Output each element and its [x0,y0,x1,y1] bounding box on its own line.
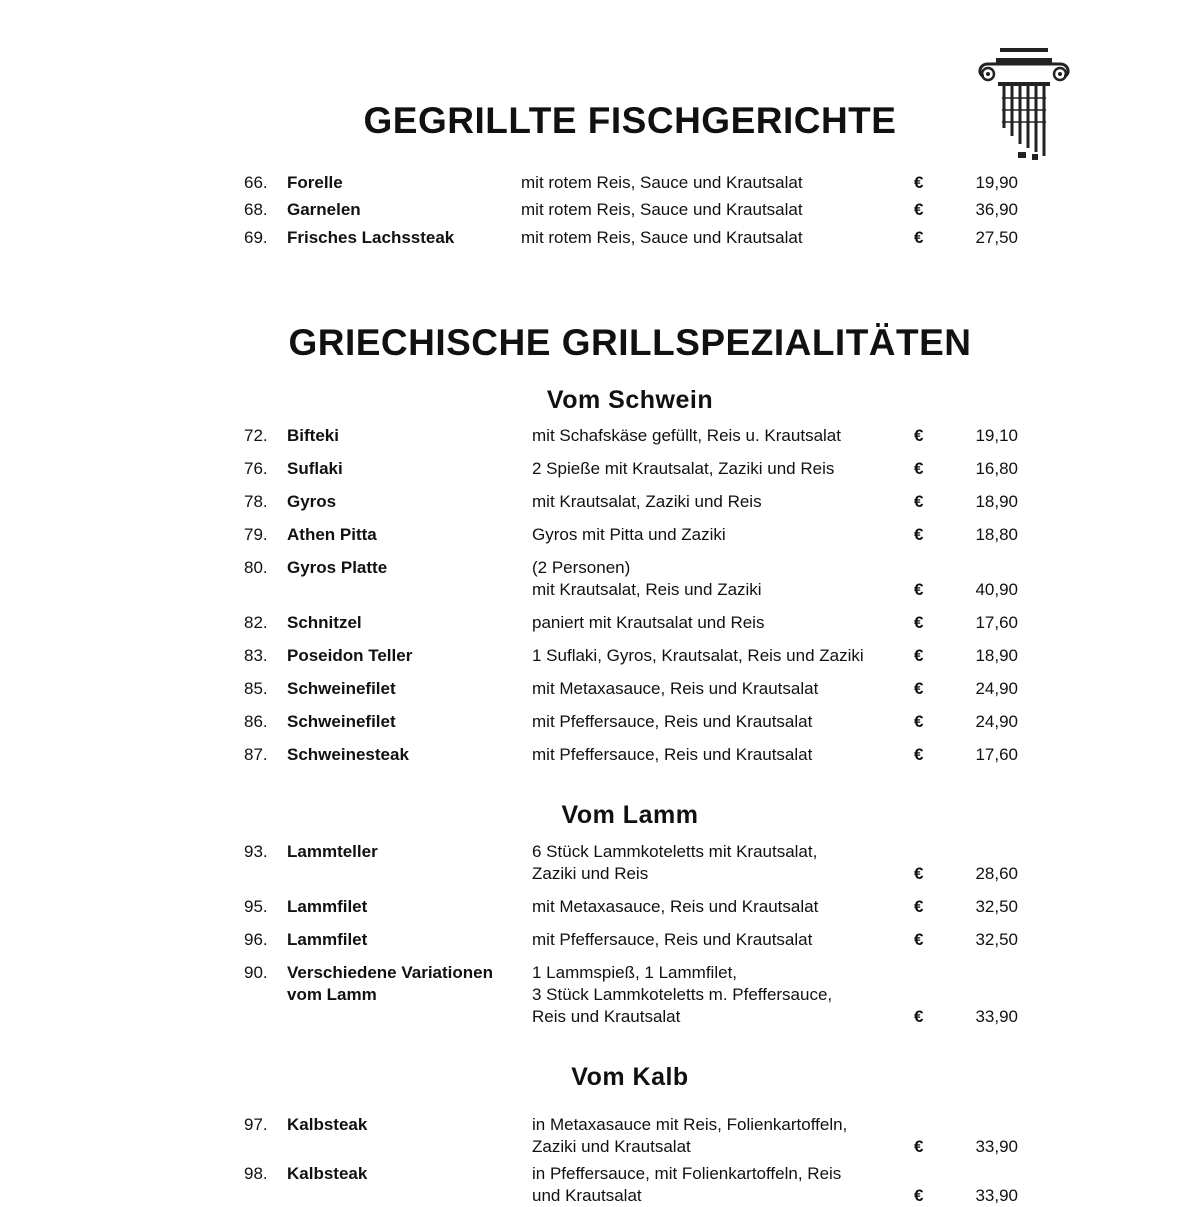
item-description [532,929,902,951]
item-name: Frisches Lachssteak [287,228,455,247]
item-description [532,678,902,700]
item-description [532,744,902,766]
item-number: 86. [244,712,268,731]
item-name: Gyros [287,492,337,511]
description-line: mit Krautsalat, Reis und Zaziki [532,580,762,599]
item-description [532,841,902,885]
currency-symbol: € [914,679,924,698]
item-description [521,172,891,194]
currency-symbol: € [914,173,924,192]
item-number: 85. [244,679,268,698]
item-name: Forelle [287,173,343,192]
item-description [532,962,902,1028]
item-name: Athen Pitta [287,525,377,544]
description-line: 2 Spieße mit Krautsalat, Zaziki und Reis [532,459,835,478]
currency-symbol: € [914,1007,924,1026]
subheading-lamm: Vom Lamm [561,801,699,829]
description-line: in Pfeffersauce, mit Folienkartoffeln, Reis [532,1164,842,1183]
item-description [532,1163,902,1207]
description-line: und Krautsalat [532,1186,642,1205]
currency-symbol: € [914,459,924,478]
section-title-fish: GEGRILLTE FISCHGERICHTE [363,100,897,141]
description-line: 3 Stück Lammkoteletts m. Pfeffersauce, [532,985,833,1004]
currency-symbol: € [914,580,924,599]
item-number: 90. [244,963,268,982]
item-number: 80. [244,558,268,577]
item-price: 17,60 [975,613,1018,632]
item-name: Kalbsteak [287,1115,368,1134]
item-description [532,612,902,634]
item-price: 24,90 [975,679,1018,698]
item-number: 72. [244,426,268,445]
item-price: 16,80 [975,459,1018,478]
item-price: 40,90 [975,580,1018,599]
item-price: 19,90 [975,173,1018,192]
item-description [532,491,902,513]
item-description [532,458,902,480]
item-price: 36,90 [975,200,1018,219]
item-name: Poseidon Teller [287,646,413,665]
item-price: 27,50 [975,228,1018,247]
description-line: mit Schafskäse gefüllt, Reis u. Krautsalat [532,426,841,445]
description-line: mit Pfeffersauce, Reis und Krautsalat [532,930,813,949]
item-description [532,896,902,918]
item-price: 18,90 [975,492,1018,511]
currency-symbol: € [914,613,924,632]
currency-symbol: € [914,745,924,764]
description-line: mit rotem Reis, Sauce und Krautsalat [521,173,803,192]
item-number: 93. [244,842,268,861]
subheading-schwein: Vom Schwein [546,386,714,414]
item-price: 18,90 [975,646,1018,665]
description-line: 6 Stück Lammkoteletts mit Krautsalat, [532,842,818,861]
item-name: Gyros Platte [287,558,388,577]
item-description [532,645,902,667]
item-description [521,227,891,249]
currency-symbol: € [914,228,924,247]
description-line: Zaziki und Krautsalat [532,1137,691,1156]
item-price: 33,90 [975,1137,1018,1156]
description-line: mit Krautsalat, Zaziki und Reis [532,492,762,511]
item-price: 28,60 [975,864,1018,883]
item-number: 96. [244,930,268,949]
item-number: 83. [244,646,268,665]
item-number: 97. [244,1115,268,1134]
item-number: 98. [244,1164,268,1183]
description-line: Zaziki und Reis [532,864,649,883]
currency-symbol: € [914,525,924,544]
currency-symbol: € [914,492,924,511]
item-price: 33,90 [975,1186,1018,1205]
item-number: 69. [244,228,268,247]
item-name: Suflaki [287,459,343,478]
item-description [532,524,902,546]
currency-symbol: € [914,930,924,949]
description-line: paniert mit Krautsalat und Reis [532,613,765,632]
item-price: 32,50 [975,930,1018,949]
item-name: Schweinefilet [287,679,396,698]
currency-symbol: € [914,426,924,445]
item-name: Lammfilet [287,930,368,949]
description-line: 1 Suflaki, Gyros, Krautsalat, Reis und Zaziki [532,646,864,665]
currency-symbol: € [914,897,924,916]
item-name: Schnitzel [287,613,362,632]
item-name: Schweinesteak [287,745,409,764]
item-description [532,1114,902,1158]
item-number: 68. [244,200,268,219]
item-number: 95. [244,897,268,916]
description-line: Reis und Krautsalat [532,1007,681,1026]
item-name: Bifteki [287,426,339,445]
item-name: Kalbsteak [287,1164,368,1183]
currency-symbol: € [914,1186,924,1205]
description-line: mit Metaxasauce, Reis und Krautsalat [532,679,819,698]
description-line: (2 Personen) [532,558,631,577]
description-line: mit Pfeffersauce, Reis und Krautsalat [532,712,813,731]
item-number: 87. [244,745,268,764]
item-name: Verschiedene Variationen vom Lamm [287,963,493,1004]
currency-symbol: € [914,712,924,731]
item-name: Schweinefilet [287,712,396,731]
item-price: 19,10 [975,426,1018,445]
description-line: 1 Lammspieß, 1 Lammfilet, [532,963,738,982]
item-number: 78. [244,492,268,511]
item-price: 17,60 [975,745,1018,764]
section-title-greek-grill: GRIECHISCHE GRILLSPEZIALITÄTEN [288,322,972,363]
item-name: Garnelen [287,200,361,219]
description-line: mit rotem Reis, Sauce und Krautsalat [521,228,803,247]
description-line: Gyros mit Pitta und Zaziki [532,525,726,544]
description-line: mit rotem Reis, Sauce und Krautsalat [521,200,803,219]
item-number: 76. [244,459,268,478]
item-number: 82. [244,613,268,632]
currency-symbol: € [914,646,924,665]
item-description [532,425,902,447]
item-name: Lammfilet [287,897,368,916]
item-number: 79. [244,525,268,544]
description-line: mit Pfeffersauce, Reis und Krautsalat [532,745,813,764]
item-description [521,199,891,221]
description-line: in Metaxasauce mit Reis, Folienkartoffeln, [532,1115,848,1134]
item-name: Lammteller [287,842,378,861]
subheading-kalb: Vom Kalb [571,1063,689,1091]
currency-symbol: € [914,200,924,219]
item-price: 33,90 [975,1007,1018,1026]
item-price: 24,90 [975,712,1018,731]
item-description [532,711,902,733]
item-price: 18,80 [975,525,1018,544]
currency-symbol: € [914,1137,924,1156]
item-price: 32,50 [975,897,1018,916]
item-number: 66. [244,173,268,192]
item-description [532,557,902,601]
currency-symbol: € [914,864,924,883]
description-line: mit Metaxasauce, Reis und Krautsalat [532,897,819,916]
